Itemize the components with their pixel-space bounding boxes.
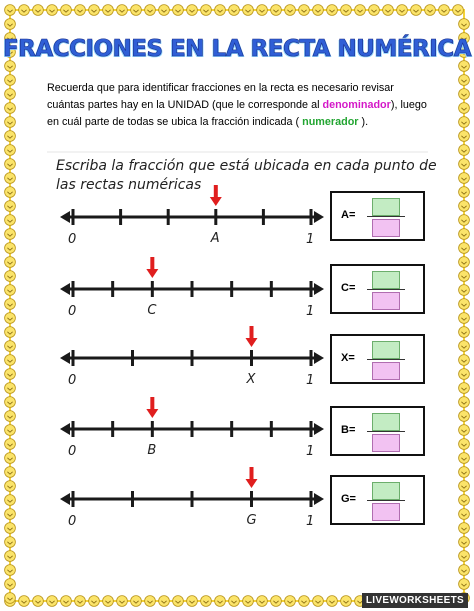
- red-arrow-shaft: [150, 257, 154, 271]
- fraction-bar: [367, 431, 405, 432]
- arrow-left-icon: [60, 352, 70, 364]
- answer-label: B=: [341, 424, 356, 436]
- intro-text-1: Recuerda que para identificar fracciones en la recta es necesario revisar cuántas partes hay en la UNIDAD (que le corresponde al: [47, 82, 394, 111]
- denominator-input[interactable]: [372, 292, 400, 310]
- denominator-input[interactable]: [372, 434, 400, 452]
- point-letter: X: [246, 372, 256, 387]
- arrow-left-icon: [60, 283, 70, 295]
- label-one: 1: [306, 444, 315, 459]
- denominator-word: denominador: [322, 99, 391, 111]
- intro-text-2: ), luego en cuál parte de todas se ubica la fracción indicada (: [47, 99, 427, 128]
- numerator-input[interactable]: [372, 271, 400, 289]
- number-line: [60, 257, 324, 319]
- denominator-input[interactable]: [372, 503, 400, 521]
- number-line: [60, 467, 324, 529]
- arrow-left-icon: [60, 423, 70, 435]
- label-one: 1: [306, 304, 315, 319]
- answer-box: [330, 406, 425, 456]
- arrow-right-icon: [314, 493, 324, 505]
- number-line: [60, 326, 324, 388]
- answer-label: X=: [341, 352, 355, 364]
- red-arrow-icon: [146, 409, 158, 418]
- label-zero: 0: [68, 232, 77, 247]
- arrow-right-icon: [314, 352, 324, 364]
- answer-box: [330, 334, 425, 384]
- red-arrow-shaft: [250, 467, 254, 481]
- arrow-left-icon: [60, 493, 70, 505]
- red-arrow-shaft: [250, 326, 254, 340]
- arrow-right-icon: [314, 211, 324, 223]
- red-arrow-icon: [246, 338, 258, 347]
- label-one: 1: [306, 373, 315, 388]
- numerator-input[interactable]: [372, 482, 400, 500]
- numerator-word: numerador: [302, 116, 359, 128]
- number-line: [60, 397, 324, 459]
- fraction-bar: [367, 289, 405, 290]
- red-arrow-icon: [146, 269, 158, 278]
- arrow-right-icon: [314, 423, 324, 435]
- number-line: [60, 185, 324, 247]
- point-letter: B: [147, 443, 157, 458]
- numerator-input[interactable]: [372, 198, 400, 216]
- numerator-input[interactable]: [372, 341, 400, 359]
- worksheet-title: FRACCIONES EN LA RECTA NUMÉRICA: [2, 36, 472, 62]
- answer-label: G=: [341, 493, 356, 505]
- fraction-bar: [367, 500, 405, 501]
- fraction-bar: [367, 359, 405, 360]
- exercise-instruction-line1: Escriba la fracción que está ubicada en cada punto de: [56, 158, 437, 174]
- label-one: 1: [306, 514, 315, 529]
- answer-label: C=: [341, 282, 356, 294]
- intro-text-3: ).: [358, 116, 369, 128]
- label-zero: 0: [68, 304, 77, 319]
- denominator-input[interactable]: [372, 362, 400, 380]
- numerator-input[interactable]: [372, 413, 400, 431]
- exercise-instruction-line2: las rectas numéricas: [56, 177, 202, 193]
- point-letter: C: [147, 303, 157, 318]
- red-arrow-icon: [246, 479, 258, 488]
- point-letter: G: [246, 513, 257, 528]
- label-one: 1: [306, 232, 315, 247]
- answer-label: A=: [341, 209, 356, 221]
- answer-box: [330, 475, 425, 525]
- arrow-left-icon: [60, 211, 70, 223]
- label-zero: 0: [68, 444, 77, 459]
- red-arrow-shaft: [214, 185, 218, 199]
- denominator-input[interactable]: [372, 219, 400, 237]
- arrow-right-icon: [314, 283, 324, 295]
- red-arrow-icon: [210, 197, 222, 206]
- answer-box: [330, 264, 425, 314]
- red-arrow-shaft: [150, 397, 154, 411]
- label-zero: 0: [68, 373, 77, 388]
- label-zero: 0: [68, 514, 77, 529]
- liveworksheets-logo: LIVEWORKSHEETS: [362, 593, 468, 608]
- fraction-bar: [367, 216, 405, 217]
- answer-box: [330, 191, 425, 241]
- number-lines: [60, 185, 324, 529]
- point-letter: A: [210, 231, 220, 246]
